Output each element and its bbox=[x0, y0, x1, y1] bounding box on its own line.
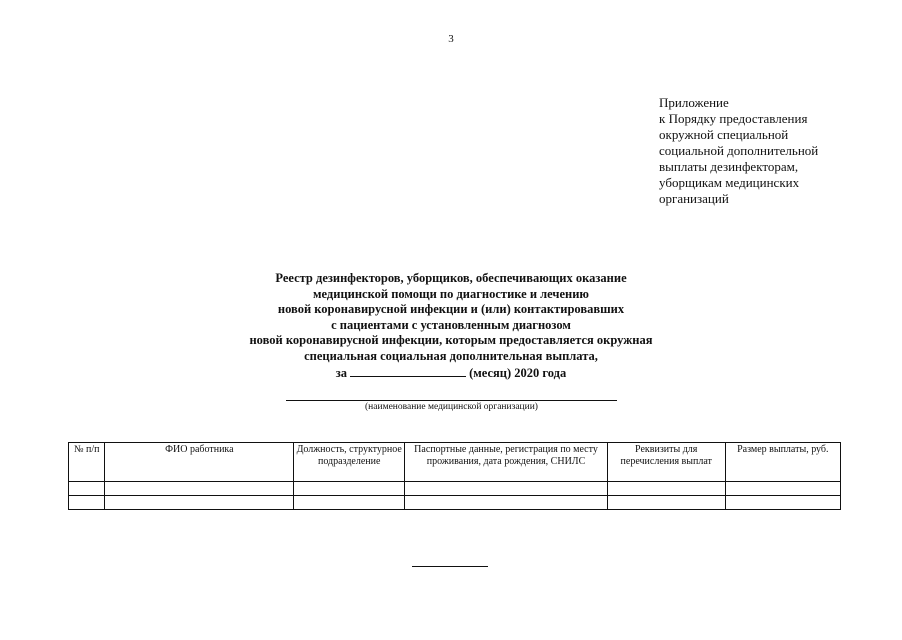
period-prefix: за bbox=[335, 365, 348, 380]
header-passport: Паспортные данные, регистрация по месту проживания, дата рождения, СНИЛС bbox=[405, 443, 608, 482]
page-number: 3 bbox=[448, 33, 454, 45]
org-name-caption: (наименование медицинской организации) bbox=[365, 402, 538, 412]
title-period-line bbox=[0, 365, 902, 382]
appendix-block bbox=[659, 95, 899, 207]
title-line: Реестр дезинфекторов, уборщиков, обеспечивающих оказание bbox=[275, 271, 627, 285]
table-cell[interactable] bbox=[105, 496, 294, 510]
table-cell[interactable] bbox=[607, 496, 725, 510]
appendix-line: организаций bbox=[659, 191, 729, 206]
table-cell[interactable] bbox=[405, 482, 608, 496]
appendix-line: социальной дополнительной bbox=[659, 143, 819, 158]
table-cell[interactable] bbox=[607, 482, 725, 496]
title-line: с пациентами с установленным диагнозом bbox=[331, 317, 571, 332]
end-divider bbox=[412, 566, 488, 567]
table-cell[interactable] bbox=[725, 482, 840, 496]
appendix-line: к Порядку предоставления bbox=[659, 111, 808, 126]
table-row bbox=[69, 496, 841, 510]
appendix-line: окружной специальной bbox=[659, 127, 789, 142]
table-cell[interactable] bbox=[725, 496, 840, 510]
appendix-line: уборщикам медицинских bbox=[659, 175, 800, 190]
table-cell[interactable] bbox=[105, 482, 294, 496]
table-cell[interactable] bbox=[294, 482, 405, 496]
org-name-blank-field[interactable] bbox=[286, 400, 617, 401]
table-header-row bbox=[69, 443, 841, 482]
table-cell[interactable] bbox=[69, 496, 105, 510]
document-title bbox=[0, 271, 902, 381]
title-line: специальная социальная дополнительная выплата, bbox=[304, 348, 598, 363]
appendix-line: выплаты дезинфекторам, bbox=[659, 159, 799, 174]
registry-table bbox=[68, 442, 841, 510]
header-amount: Размер выплаты, руб. bbox=[725, 443, 840, 482]
title-line: новой коронавирусной инфекции, которым предоставляется окружная bbox=[249, 333, 653, 348]
table-cell[interactable] bbox=[69, 482, 105, 496]
header-requisites: Реквизиты для перечисления выплат bbox=[607, 443, 725, 482]
appendix-line: Приложение bbox=[659, 95, 729, 110]
header-position: Должность, структурное подразделение bbox=[294, 443, 405, 482]
table-row bbox=[69, 482, 841, 496]
header-fio: ФИО работника bbox=[105, 443, 294, 482]
table-cell[interactable] bbox=[405, 496, 608, 510]
title-line: новой коронавирусной инфекции и (или) контактировавших bbox=[277, 302, 625, 317]
title-line: медицинской помощи по диагностике и лечению bbox=[313, 286, 589, 301]
table-cell[interactable] bbox=[294, 496, 405, 510]
header-number: № п/п bbox=[69, 443, 105, 482]
period-suffix: (месяц) 2020 года bbox=[469, 365, 567, 380]
month-blank-field[interactable] bbox=[350, 365, 466, 377]
